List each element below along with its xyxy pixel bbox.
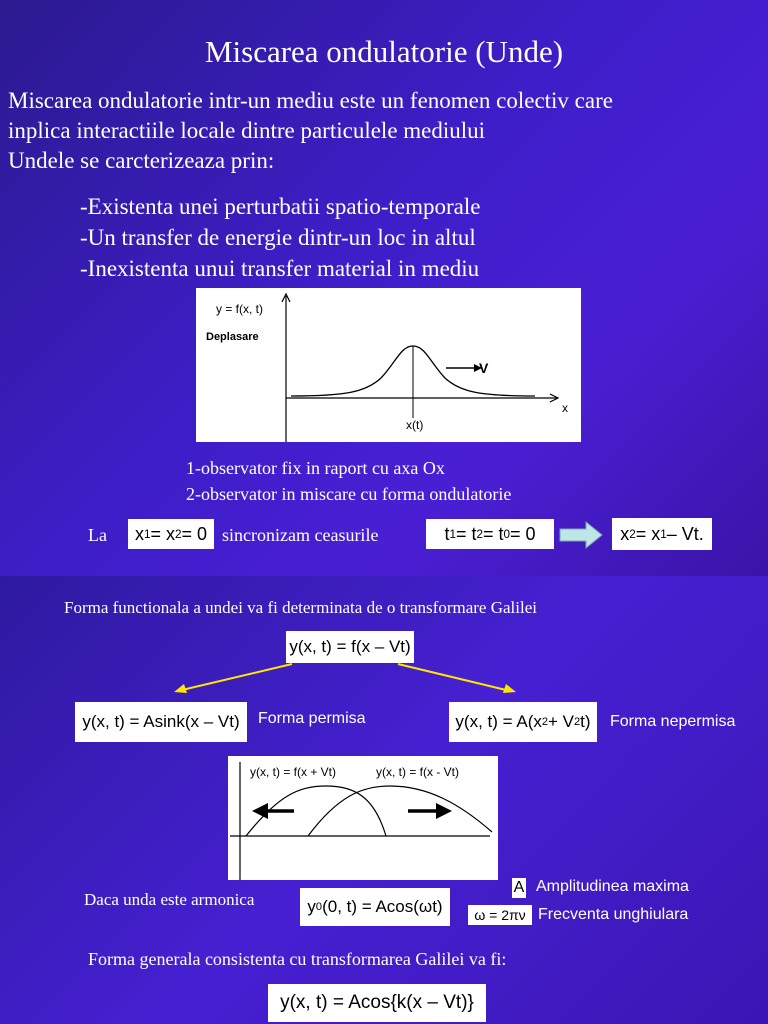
equation-forbidden-form: y(x, t) = A(x 2 + V 2 t) [449,702,597,742]
bullet-item: -Un transfer de energie dintr-un loc in altul [80,225,476,250]
right-wave-label: y(x, t) = f(x - Vt) [376,765,459,779]
intro-line-1: Miscarea ondulatorie intr-un mediu este un fenomen colectiv care [8,88,613,113]
intro-line-3: Undele se carcterizeaza prin: [8,148,275,173]
peak-position-label: x(t) [406,418,424,432]
sincronizam-text: sincronizam ceasurile [222,525,379,545]
slide-title: Miscarea ondulatorie (Unde) [204,34,564,69]
intro-line-2: inplica interactiile locale dintre particulele mediului [8,118,486,143]
eq-part: = 0 [181,523,208,544]
la-text: La [88,525,107,545]
eq-part: (0, t) = Acos(ωt) [322,897,443,916]
eq-part: t) [580,712,591,731]
arrow-to-allowed [182,664,292,690]
equation-galilei-x2: x 2 = x 1 – Vt. [612,518,712,550]
symbol-amplitude: A [513,879,525,896]
harmonic-text: Daca unda este armonica [84,890,255,909]
label-allowed-form: Forma permisa [258,710,366,727]
bullet-item: -Inexistenta unui transfer material in mediu [80,256,480,281]
arrow-to-forbidden [398,664,506,690]
eq-part: t [444,523,450,544]
label-forbidden-form: Forma nepermisa [610,713,736,730]
galilei-intro-text: Forma functionala a undei va fi determinata de o transformare Galilei [64,598,537,617]
traveling-waves-figure [228,756,498,880]
wave-pulse-diagram [196,288,581,442]
bullet-item: -Existenta unei perturbatii spatio-temporale [80,194,481,219]
eq-part: = 0 [510,523,536,544]
eq-part: = x [150,523,175,544]
eq-part: = t [455,523,477,544]
observer-2-text: 2-observator in miscare cu forma ondulatorie [186,484,512,504]
traveling-waves-diagram [228,756,498,880]
right-arrow-icon [558,520,604,550]
observer-1-text: 1-observator fix in raport cu axa Ox [186,458,445,478]
equation-general-form: y(x, t) = f(x – Vt) [286,631,414,663]
equation-time-sync: t 1 = t 2 = t 0 = 0 [426,519,554,549]
equation-omega: ω = 2πν [468,905,532,925]
x-axis-label: x [562,401,568,415]
deplasare-label: Deplasare [206,331,259,343]
eq-part: = t [483,523,504,544]
arrowhead-left [174,684,187,693]
right-arrow-icon [436,803,452,819]
arrowhead-right [503,684,516,693]
equation-allowed-form: y(x, t) = Asink(x – Vt) [75,702,247,742]
eq-part: – Vt. [666,523,704,544]
wave-displacement-figure [196,288,581,442]
eq-part: y [307,897,316,916]
left-arrow-icon [252,803,268,819]
eq-part: + V [548,712,575,731]
eq-part: x [134,523,144,544]
amplitude-label: Amplitudinea maxima [536,878,689,895]
consistent-form-text: Forma generala consistenta cu transformarea Galilei va fi: [88,949,507,969]
equation-x1-x2-zero: x 1 = x 2 = 0 [128,519,214,549]
slide-2 [0,576,768,1024]
omega-label: Frecventa unghiulara [538,906,689,923]
eq-part: x [620,523,630,544]
y-function-label: y = f(x, t) [216,302,264,316]
eq-part: y(x, t) = A(x [455,712,542,731]
velocity-label: V [479,360,489,376]
left-wave-label: y(x, t) = f(x + Vt) [250,765,337,779]
equation-final-form: y(x, t) = Acos{k(x – Vt)} [268,984,486,1022]
right-moving-wave [308,786,492,836]
branch-arrows [160,658,530,698]
equation-harmonic: y 0 (0, t) = Acos(ωt) [300,888,450,926]
eq-part: = x [635,523,661,544]
